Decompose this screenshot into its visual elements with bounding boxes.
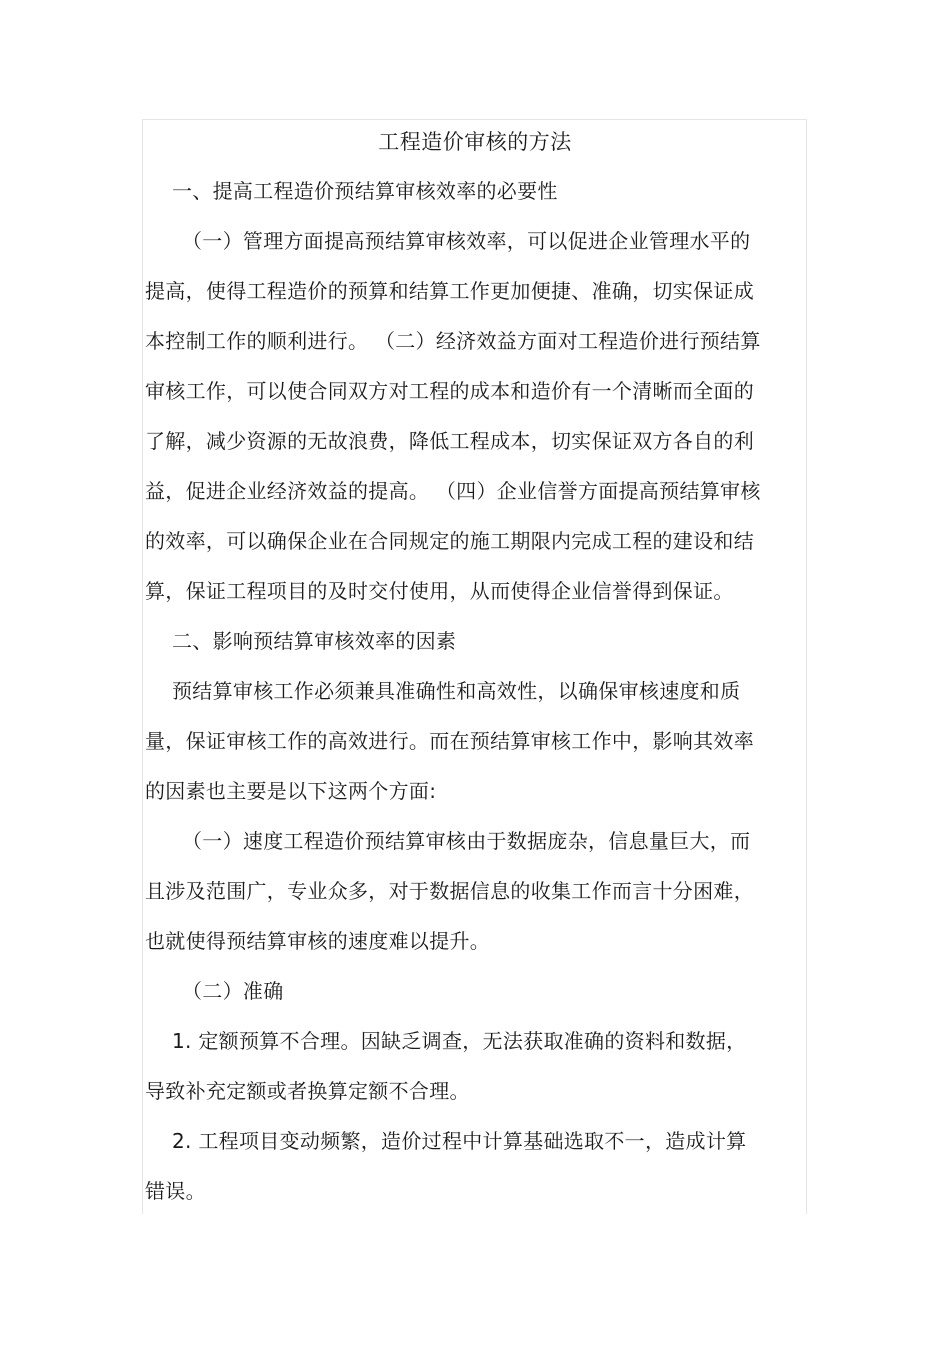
list-item-1: 1. 定额预算不合理。因缺乏调查，无法获取准确的资料和数据，: [172, 1029, 747, 1053]
paragraph-line: 本控制工作的顺利进行。 （二）经济效益方面对工程造价进行预结算: [145, 329, 761, 353]
paragraph-line: 量，保证审核工作的高效进行。而在预结算审核工作中，影响其效率: [145, 729, 754, 753]
subheading-accuracy: （二）准确: [182, 979, 284, 1003]
paragraph-line: （一）管理方面提高预结算审核效率，可以促进企业管理水平的: [182, 229, 751, 253]
paragraph-line: 的因素也主要是以下这两个方面:: [145, 779, 437, 803]
paragraph-line: 错误。: [145, 1179, 206, 1203]
paragraph-line: 且涉及范围广，专业众多，对于数据信息的收集工作而言十分困难，: [145, 879, 754, 903]
paragraph-line: 益，促进企业经济效益的提高。 （四）企业信誉方面提高预结算审核: [145, 479, 761, 503]
paragraph-line: （一）速度工程造价预结算审核由于数据庞杂，信息量巨大，而: [182, 829, 751, 853]
paragraph-line: 提高，使得工程造价的预算和结算工作更加便捷、准确，切实保证成: [145, 279, 754, 303]
paragraph-line: 的效率，可以确保企业在合同规定的施工期限内完成工程的建设和结: [145, 529, 754, 553]
heading-section-2: 二、影响预结算审核效率的因素: [172, 629, 457, 653]
paragraph-line: 也就使得预结算审核的速度难以提升。: [145, 929, 491, 953]
paragraph-line: 审核工作，可以使合同双方对工程的成本和造价有一个清晰而全面的: [145, 379, 754, 403]
paragraph-line: 导致补充定额或者换算定额不合理。: [145, 1079, 470, 1103]
paragraph-line: 了解，减少资源的无故浪费，降低工程成本，切实保证双方各自的利: [145, 429, 754, 453]
list-item-2: 2. 工程项目变动频繁，造价过程中计算基础选取不一，造成计算: [172, 1129, 747, 1153]
paragraph-line: 算，保证工程项目的及时交付使用，从而使得企业信誉得到保证。: [145, 579, 734, 603]
heading-section-1: 一、提高工程造价预结算审核效率的必要性: [172, 179, 558, 203]
document-title: 工程造价审核的方法: [378, 130, 572, 154]
paragraph-line: 预结算审核工作必须兼具准确性和高效性，以确保审核速度和质: [172, 679, 741, 703]
